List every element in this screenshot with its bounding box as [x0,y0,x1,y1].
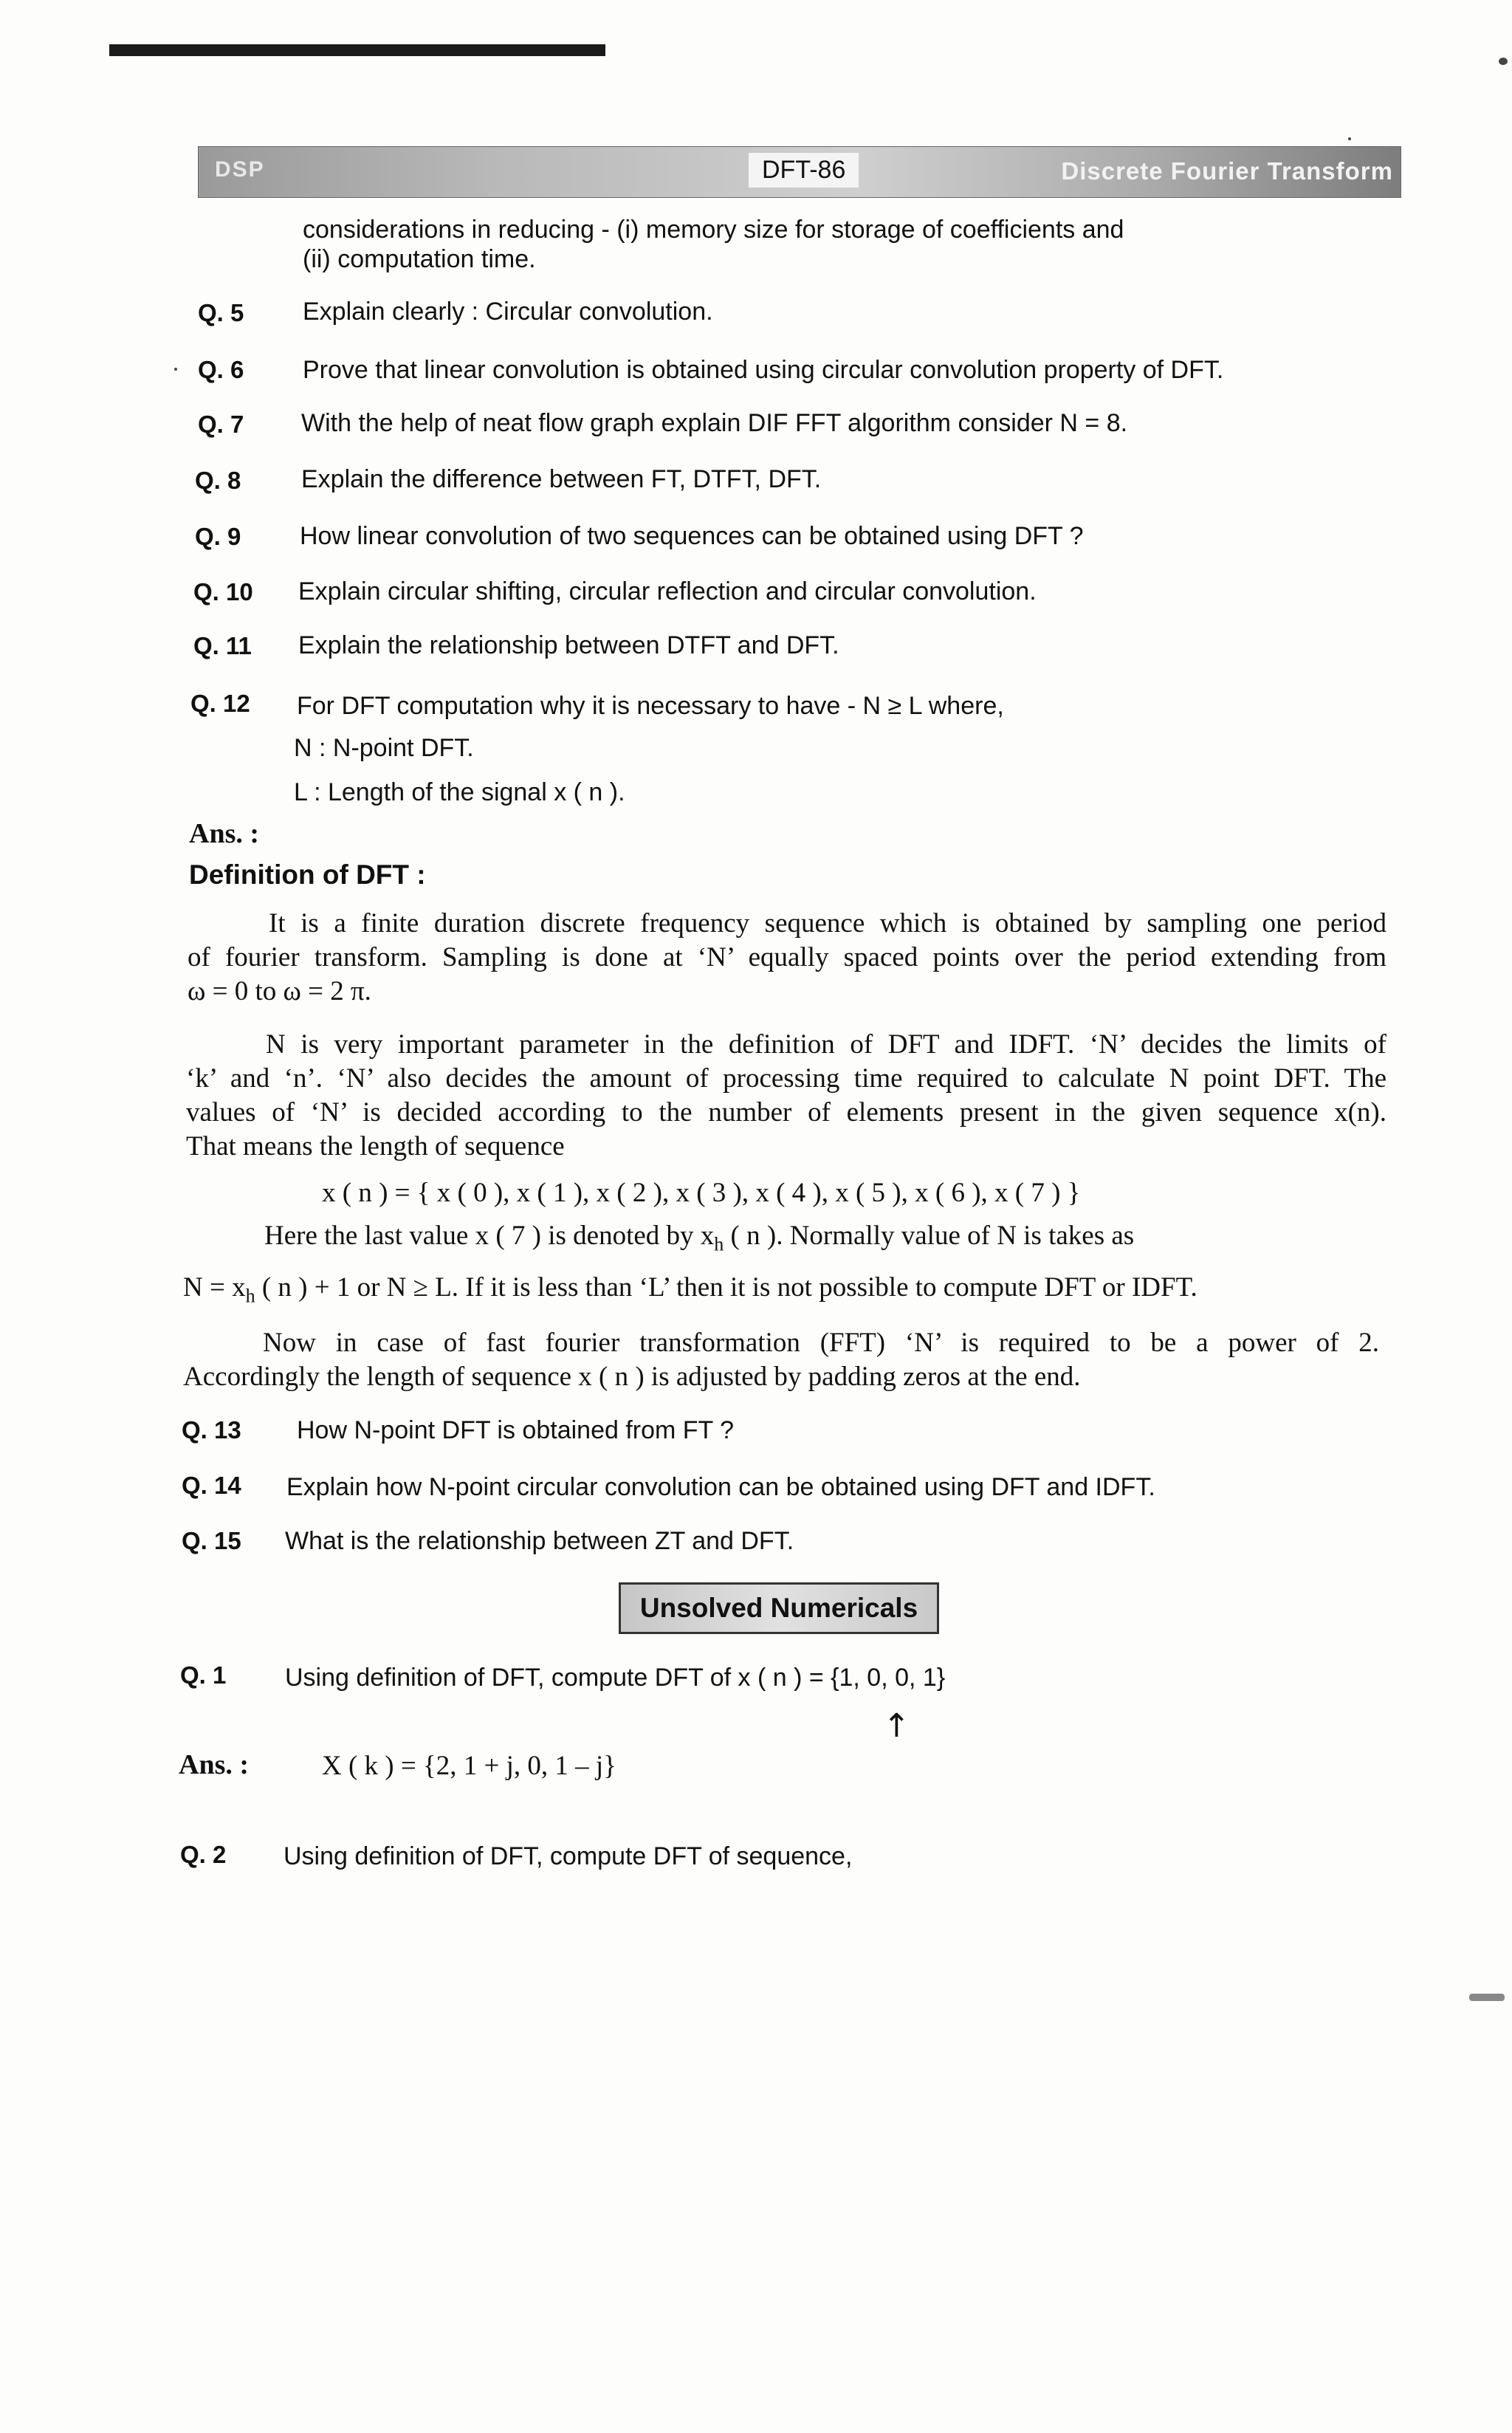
intro-line-1: considerations in reducing - (i) memory size for storage of coefficients and [303,216,1124,244]
numerical-text: Using definition of DFT, compute DFT of sequence, [284,1842,853,1870]
scan-speck [1348,137,1351,140]
numerical-answer-label: Ans. : [179,1749,250,1780]
paragraph-line: That means the length of sequence [186,1131,565,1161]
question-text: Explain clearly : Circular convolution. [303,298,713,326]
text-run: N = x [183,1272,246,1303]
header-left-tag: DSP [215,157,265,182]
running-title: Discrete Fourier Transform [1061,157,1393,185]
question-number: Q. 10 [193,578,253,605]
paragraph-line: N is very important parameter in the definition of DFT and IDFT. ‘N’ decides the limits of [266,1029,1386,1060]
sequence-equation: x ( n ) = { x ( 0 ), x ( 1 ), x ( 2 ), x ( 3 ), x ( 4 ), x ( 5 ), x ( 6 ), x ( 7 ) } [322,1178,1081,1208]
question-text: With the help of neat flow graph explain DIF FFT algorithm consider N = 8. [301,409,1128,437]
question-number: Q. 13 [182,1416,241,1444]
paragraph-line: Now in case of fast fourier transformation (FFT) ‘N’ is required to be a power of 2. [263,1328,1379,1358]
paragraph-line: values of ‘N’ is decided according to the number of elements present in the given sequence x(n). [186,1097,1386,1128]
paragraph-line: Accordingly the length of sequence x ( n ) is adjusted by padding zeros at the end. [183,1362,1081,1392]
paragraph-3-line-2 [183,1272,1197,1307]
question-text: How N-point DFT is obtained from FT ? [297,1416,735,1444]
paragraph-line: of fourier transform. Sampling is done at ‘N’ equally spaced points over the period extending from [188,942,1386,972]
numerical-answer: X ( k ) = {2, 1 + j, 0, 1 – j} [322,1751,616,1781]
page-header-banner [198,146,1401,198]
scan-speck [1469,1994,1505,2001]
subscript: h [245,1285,255,1307]
unsolved-numericals-heading: Unsolved Numericals [619,1582,939,1634]
question-number: Q. 14 [182,1472,241,1499]
n-parameter-paragraph [186,1028,1386,1164]
question-number: Q. 9 [195,523,241,550]
question-number: Q. 12 [190,690,250,717]
page-number: DFT-86 [749,153,859,188]
question-text: What is the relationship between ZT and DFT. [285,1527,794,1555]
up-arrow-icon: ↑ [883,1707,910,1745]
fft-paragraph [183,1326,1379,1394]
answer-label: Ans. : [189,818,260,849]
question-text: Explain the relationship between DTFT and DFT. [298,631,839,659]
question-text: Explain circular shifting, circular reflection and circular convolution. [298,577,1037,605]
question-text: Explain how N-point circular convolution can be obtained using DFT and IDFT. [286,1473,1155,1501]
numerical-text: Using definition of DFT, compute DFT of x ( n ) = {1, 0, 0, 1} [285,1664,946,1692]
numerical-number: Q. 2 [180,1841,227,1868]
text-run: ( n ). Normally value of N is takes as [724,1221,1135,1251]
definition-paragraph [188,907,1386,1009]
q12-definition-l: L : Length of the signal x ( n ). [294,778,625,806]
question-text: Explain the difference between FT, DTFT, DFT. [301,465,822,493]
top-edge-bar [109,44,605,56]
definition-heading: Definition of DFT : [189,859,426,890]
question-number: Q. 11 [193,632,252,659]
subscript: h [714,1233,724,1255]
paragraph-line: It is a finite duration discrete frequency sequence which is obtained by sampling one period [269,908,1386,938]
question-text: How linear convolution of two sequences can be obtained using DFT ? [300,522,1084,550]
paragraph-line: ω = 0 to ω = 2 π. [188,976,371,1006]
scan-speck [174,368,177,371]
paragraph-line: ‘k’ and ‘n’. ‘N’ also decides the amount of processing time required to calculate N point DFT. The [186,1063,1386,1094]
question-number: Q. 5 [198,299,244,326]
scan-speck [1499,58,1508,65]
text-run: ( n ) + 1 or N ≥ L. If it is less than ‘L’ then it is not possible to compute DFT or IDFT. [255,1272,1197,1303]
question-number: Q. 6 [198,356,244,383]
q12-definition-n: N : N-point DFT. [294,734,474,762]
question-number: Q. 15 [182,1527,241,1554]
paragraph-3-line-1 [264,1220,1134,1255]
question-number: Q. 8 [195,467,241,494]
question-text: Prove that linear convolution is obtained using circular convolution property of DFT. [303,356,1224,384]
question-text: For DFT computation why it is necessary to have - N ≥ L where, [297,692,1004,720]
question-number: Q. 7 [198,411,244,438]
numerical-number: Q. 1 [180,1661,227,1689]
intro-line-2: (ii) computation time. [303,245,536,273]
text-run: Here the last value x ( 7 ) is denoted by x [264,1221,715,1251]
